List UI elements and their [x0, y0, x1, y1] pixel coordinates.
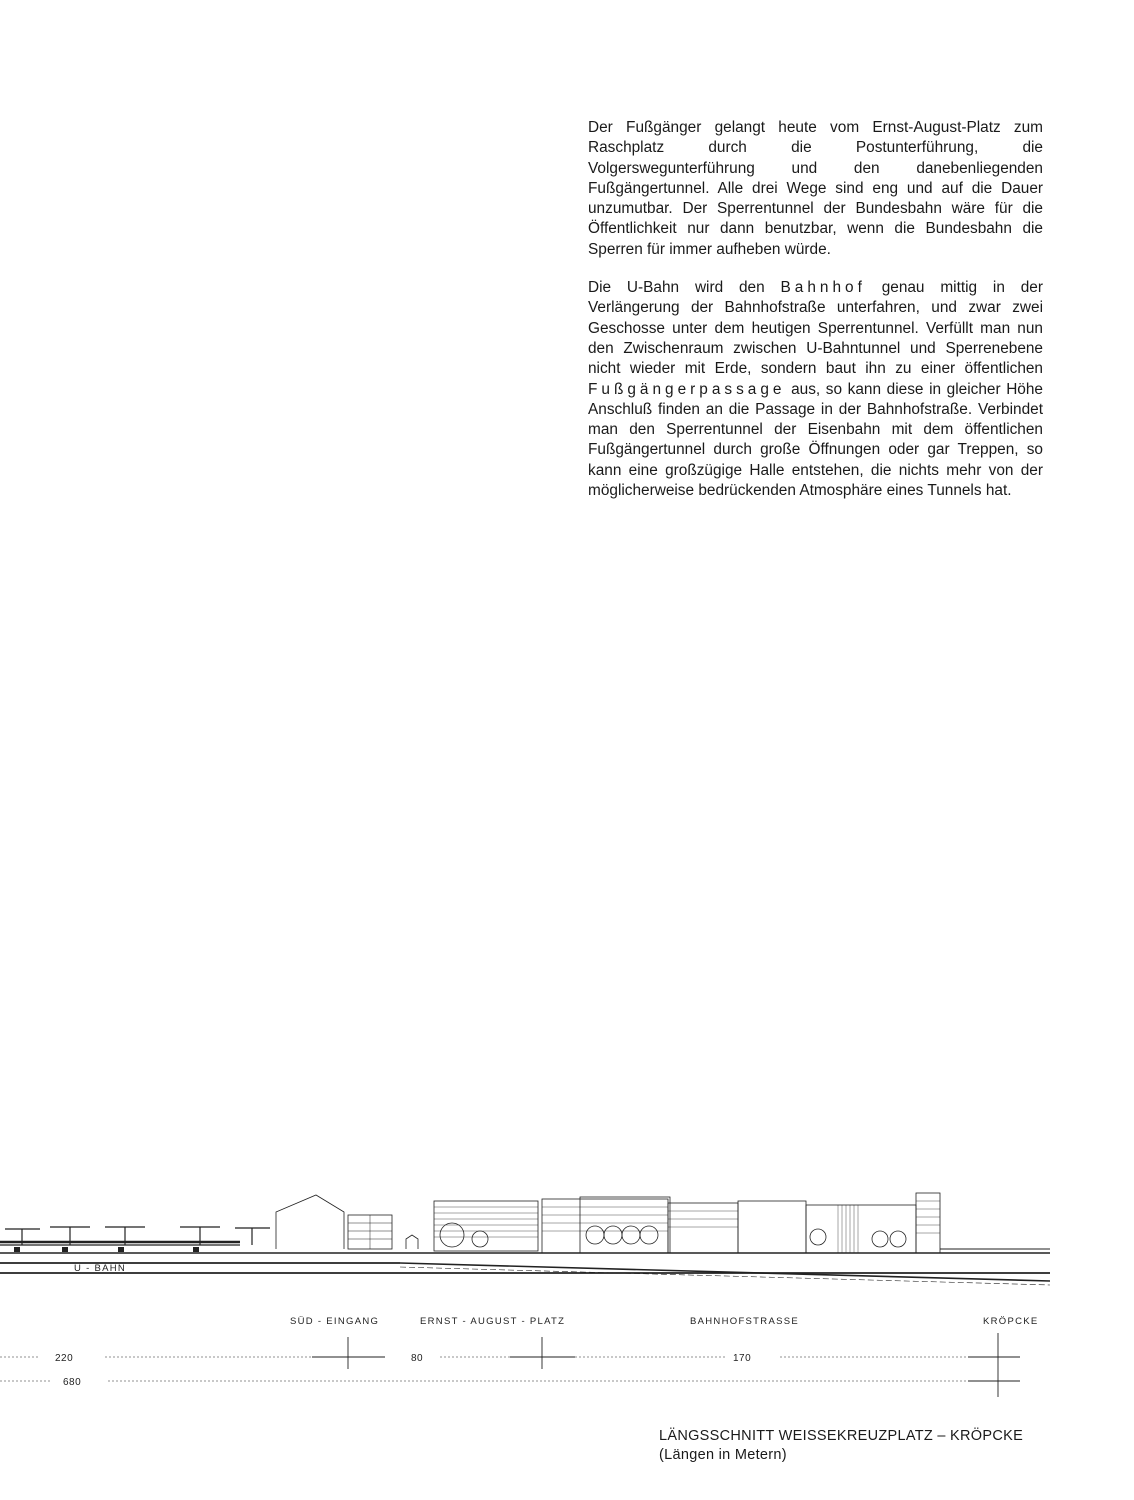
- ubahn-label: U - BAHN: [74, 1263, 127, 1274]
- kroepcke-tower: [916, 1193, 940, 1253]
- section-buildings: [0, 1193, 1050, 1285]
- station-bahnhofstrasse: BAHNHOFSTRASSE: [690, 1316, 799, 1327]
- station-kroepcke: KRÖPCKE: [983, 1316, 1039, 1327]
- building-block-4: [668, 1203, 738, 1253]
- article-text: [588, 118, 1043, 519]
- building-block-5: [806, 1205, 916, 1253]
- station-ernst-august-platz: ERNST - AUGUST - PLATZ: [420, 1316, 566, 1327]
- longitudinal-section-drawing: [0, 1185, 1134, 1405]
- station-hall: [276, 1195, 344, 1249]
- distance-220: 220: [55, 1353, 74, 1364]
- paragraph-2-spaced-bahnhof: Bahnhof: [780, 279, 866, 297]
- paragraph-2-part-1: Die U-Bahn wird den: [588, 279, 781, 297]
- distance-170: 170: [733, 1353, 752, 1364]
- statue: [406, 1235, 418, 1249]
- paragraph-1: Der Fußgänger gelangt heute vom Ernst-August-Platz zum Raschplatz durch die Postunterführung, die Volgerswegunterführung und den danebenliegenden Fußgängertunnel. Alle drei Wege sind eng und auf die Dauer unzumutbar. Der Sperrentunnel der Bundesbahn wäre für die Öffentlichkeit nur dann benutzbar, wenn die Bundesbahn die Sperren für immer aufheben würde.: [588, 119, 1043, 258]
- distance-80: 80: [411, 1353, 424, 1364]
- platform-canopies: [0, 1227, 270, 1252]
- caption-title: LÄNGSSCHNITT WEISSEKREUZPLATZ – KRÖPCKE: [659, 1428, 1024, 1444]
- distance-680: 680: [63, 1377, 82, 1388]
- station-sued-eingang: SÜD - EINGANG: [290, 1316, 380, 1327]
- figure-caption: [659, 1427, 1059, 1465]
- paragraph-2: [588, 278, 1043, 501]
- dimension-lines: [0, 1333, 1020, 1397]
- paragraph-2-part-2: genau mittig in der Verlängerung der Bahnhofstraße unterfahren, und zwar zwei Geschosse unter dem heutigen Sperrentunnel. Verfüllt man nun den Zwischenraum zwischen U-Bahntunnel und Sperrenebene nicht wieder mit Erde, sondern baut ihn zu einer öffentlichen: [588, 279, 1043, 378]
- paragraph-2-part-3: aus, so kann diese in gleicher Höhe Anschluß finden an die Passage in der Bahnhofstraße. Verbindet man den Sperrentunnel der Eisenbahn mit dem öffentlichen Fußgängertunnel durch große Öffnungen oder gar Treppen, so kann eine großzügige Halle entstehen, die nichts mehr von der möglicherweise bedrückenden Atmosphäre eines Tunnels hat.: [588, 380, 1043, 500]
- caption-subtitle: (Längen in Metern): [659, 1447, 787, 1463]
- building-block-2: [434, 1201, 538, 1251]
- paragraph-2-spaced-fussgaengerpassage: Fußgängerpassage: [588, 380, 786, 398]
